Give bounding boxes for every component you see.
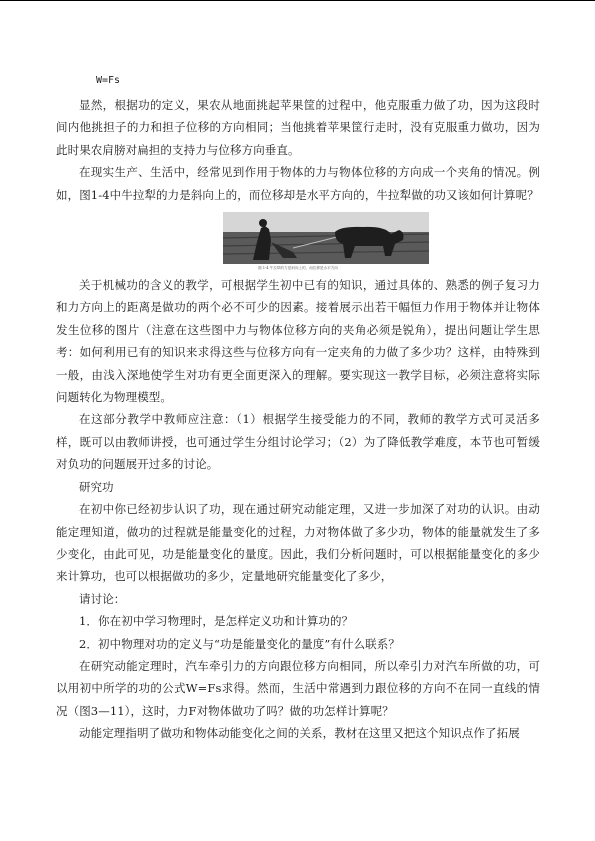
ox-plough-photo — [223, 212, 429, 264]
work-formula: W=Fs — [96, 75, 121, 86]
paragraph-ox-plough: 在现实生产、生活中，经常见到作用于物体的力与物体位移的方向成一个夹角的情况。例如，图1-4中牛拉犁的力是斜向上的，而位移却是水平方向的，牛拉犁做的功又该如何计算呢？ — [56, 165, 540, 202]
discussion-question-1: 1．你在初中学习物理时，是怎样定义功和计算功的？ — [79, 614, 354, 629]
section-heading: 研究功 — [79, 479, 114, 494]
paragraph-apple-farmer: 显然，根据功的定义，果农从地面挑起苹果筐的过程中，他克服重力做了功，因为这段时间内他挑担子的力和担子位移的方向相同；当他挑着苹果筐行走时，没有克服重力做功，因为此时果农肩膀对扁担的支持力与位移方向垂直。 — [56, 98, 540, 157]
discussion-prompt: 请讨论： — [79, 591, 126, 606]
paragraph-kinetic-energy-theorem: 在初中你已经初步认识了功，现在通过研究动能定理，又进一步加深了对功的认识。由动能定理知道，做功的过程就是能量变化的过程，力对物体做了多少功，物体的能量就发生了多少变化，由此可见，功是能量变化的量度。因此，我们分析问题时，可以根据能量变化的多少来计算功，也可以根据做功的多少，定量地研究能量变化了多少， — [56, 502, 540, 584]
figure-caption: 图 1-4 牛拉犁的力是斜向上的，而位移是水平方向 — [258, 266, 338, 271]
farmer-head — [259, 219, 267, 227]
top-rule — [0, 0, 595, 1]
discussion-question-2: 2．初中物理对功的定义与“功是能量变化的量度”有什么联系？ — [79, 636, 400, 651]
paragraph-extension: 动能定理指明了做功和物体动能变化之间的关系，教材在这里又把这个知识点作了拓展 — [79, 726, 520, 741]
paragraph-teaching-notes: 在这部分教学中教师应注意：（1）根据学生接受能力的不同，教师的教学方式可灵活多样，既可以由教师讲授，也可通过学生分组讨论学习；（2）为了降低教学难度，本节也可暂缓对负功的问题展开过多的讨论。 — [56, 412, 540, 472]
document-page — [56, 72, 540, 745]
paragraph-traction-force: 在研究动能定理时，汽车牵引力的方向跟位移方向相同，所以牵引力对汽车所做的功，可以用初中所学的功的公式W=Fs求得。然而，生活中常遇到力跟位移的方向不在同一直线的情况（图3—11），这时，力F对物体做功了吗？做的功怎样计算呢？ — [56, 658, 540, 718]
ox-plough-illustration — [223, 212, 429, 264]
paragraph-teaching-meaning: 关于机械功的含义的教学，可根据学生初中已有的知识，通过具体的、熟悉的例子复习力和力方向上的距离是做功的两个必不可少的因素。接着展示出若干幅恒力作用于物体并让物体发生位移的图片（注意在这些图中力与物体位移方向的夹角必须是锐角），提出问题让学生思考：如何利用已有的知识来求得这些与位移方向有一定夹角的力做了多少功？这样，由特殊到一般，由浅入深地使学生对功有更全面更深入的理解。要实现这一教学目标，必须注意将实际问题转化为物理模型。 — [56, 278, 540, 405]
